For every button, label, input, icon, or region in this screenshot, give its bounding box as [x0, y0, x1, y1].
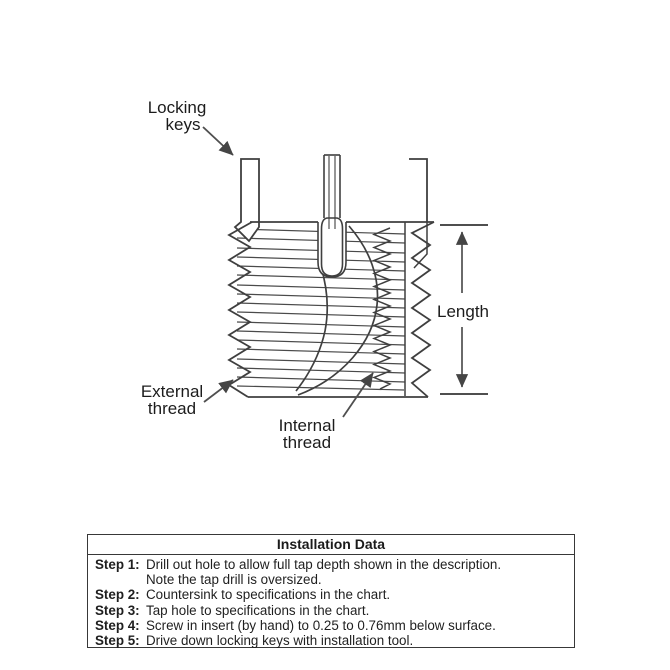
- locking-keys-arrow: [203, 127, 233, 155]
- step-label: Step 5:: [95, 633, 140, 649]
- svg-text:thread: thread: [147, 399, 197, 418]
- table-row-step-1: [95, 557, 572, 587]
- step-text: Drill out hole to allow full tap depth shown in the description. Note the tap drill is oversized.: [146, 557, 502, 588]
- center-key-capsule: [322, 218, 343, 276]
- table-title: Installation Data: [88, 535, 574, 555]
- external-thread-arrow: [204, 380, 233, 402]
- svg-text:thread: thread: [282, 433, 332, 452]
- table-body: [88, 555, 574, 648]
- right-locking-key: [409, 159, 427, 222]
- external-thread-label: [141, 380, 233, 418]
- locking-keys-label: [148, 98, 233, 155]
- internal-thread-label: [279, 373, 373, 452]
- table-row-step-5: [95, 633, 572, 648]
- svg-text:External: External: [140, 382, 204, 401]
- external-thread-profile-right: [412, 222, 434, 397]
- step-label: Step 4:: [95, 617, 140, 633]
- step-text: Screw in insert (by hand) to 0.25 to 0.76mm below surface.: [146, 617, 496, 633]
- svg-text:keys: keys: [165, 115, 201, 134]
- step-text: Drive down locking keys with installation tool.: [146, 633, 414, 649]
- step-label: Step 2:: [95, 587, 140, 603]
- internal-thread-arrow: [343, 373, 373, 417]
- table-row-step-2: [95, 587, 572, 602]
- length-label: Length: [437, 302, 489, 321]
- svg-text:Locking: Locking: [147, 98, 207, 117]
- installation-data-table: [87, 534, 575, 648]
- right-key-slot: [405, 222, 427, 396]
- svg-text:Internal: Internal: [278, 416, 336, 435]
- step-label: Step 1:: [95, 557, 140, 572]
- step-text: Tap hole to specifications in the chart.: [146, 602, 370, 618]
- table-row-step-4: [95, 618, 572, 633]
- table-row-step-3: [95, 603, 572, 618]
- step-label: Step 3:: [95, 602, 140, 618]
- step-text: Countersink to specifications in the chart.: [146, 587, 391, 603]
- center-key-stem: [324, 155, 340, 217]
